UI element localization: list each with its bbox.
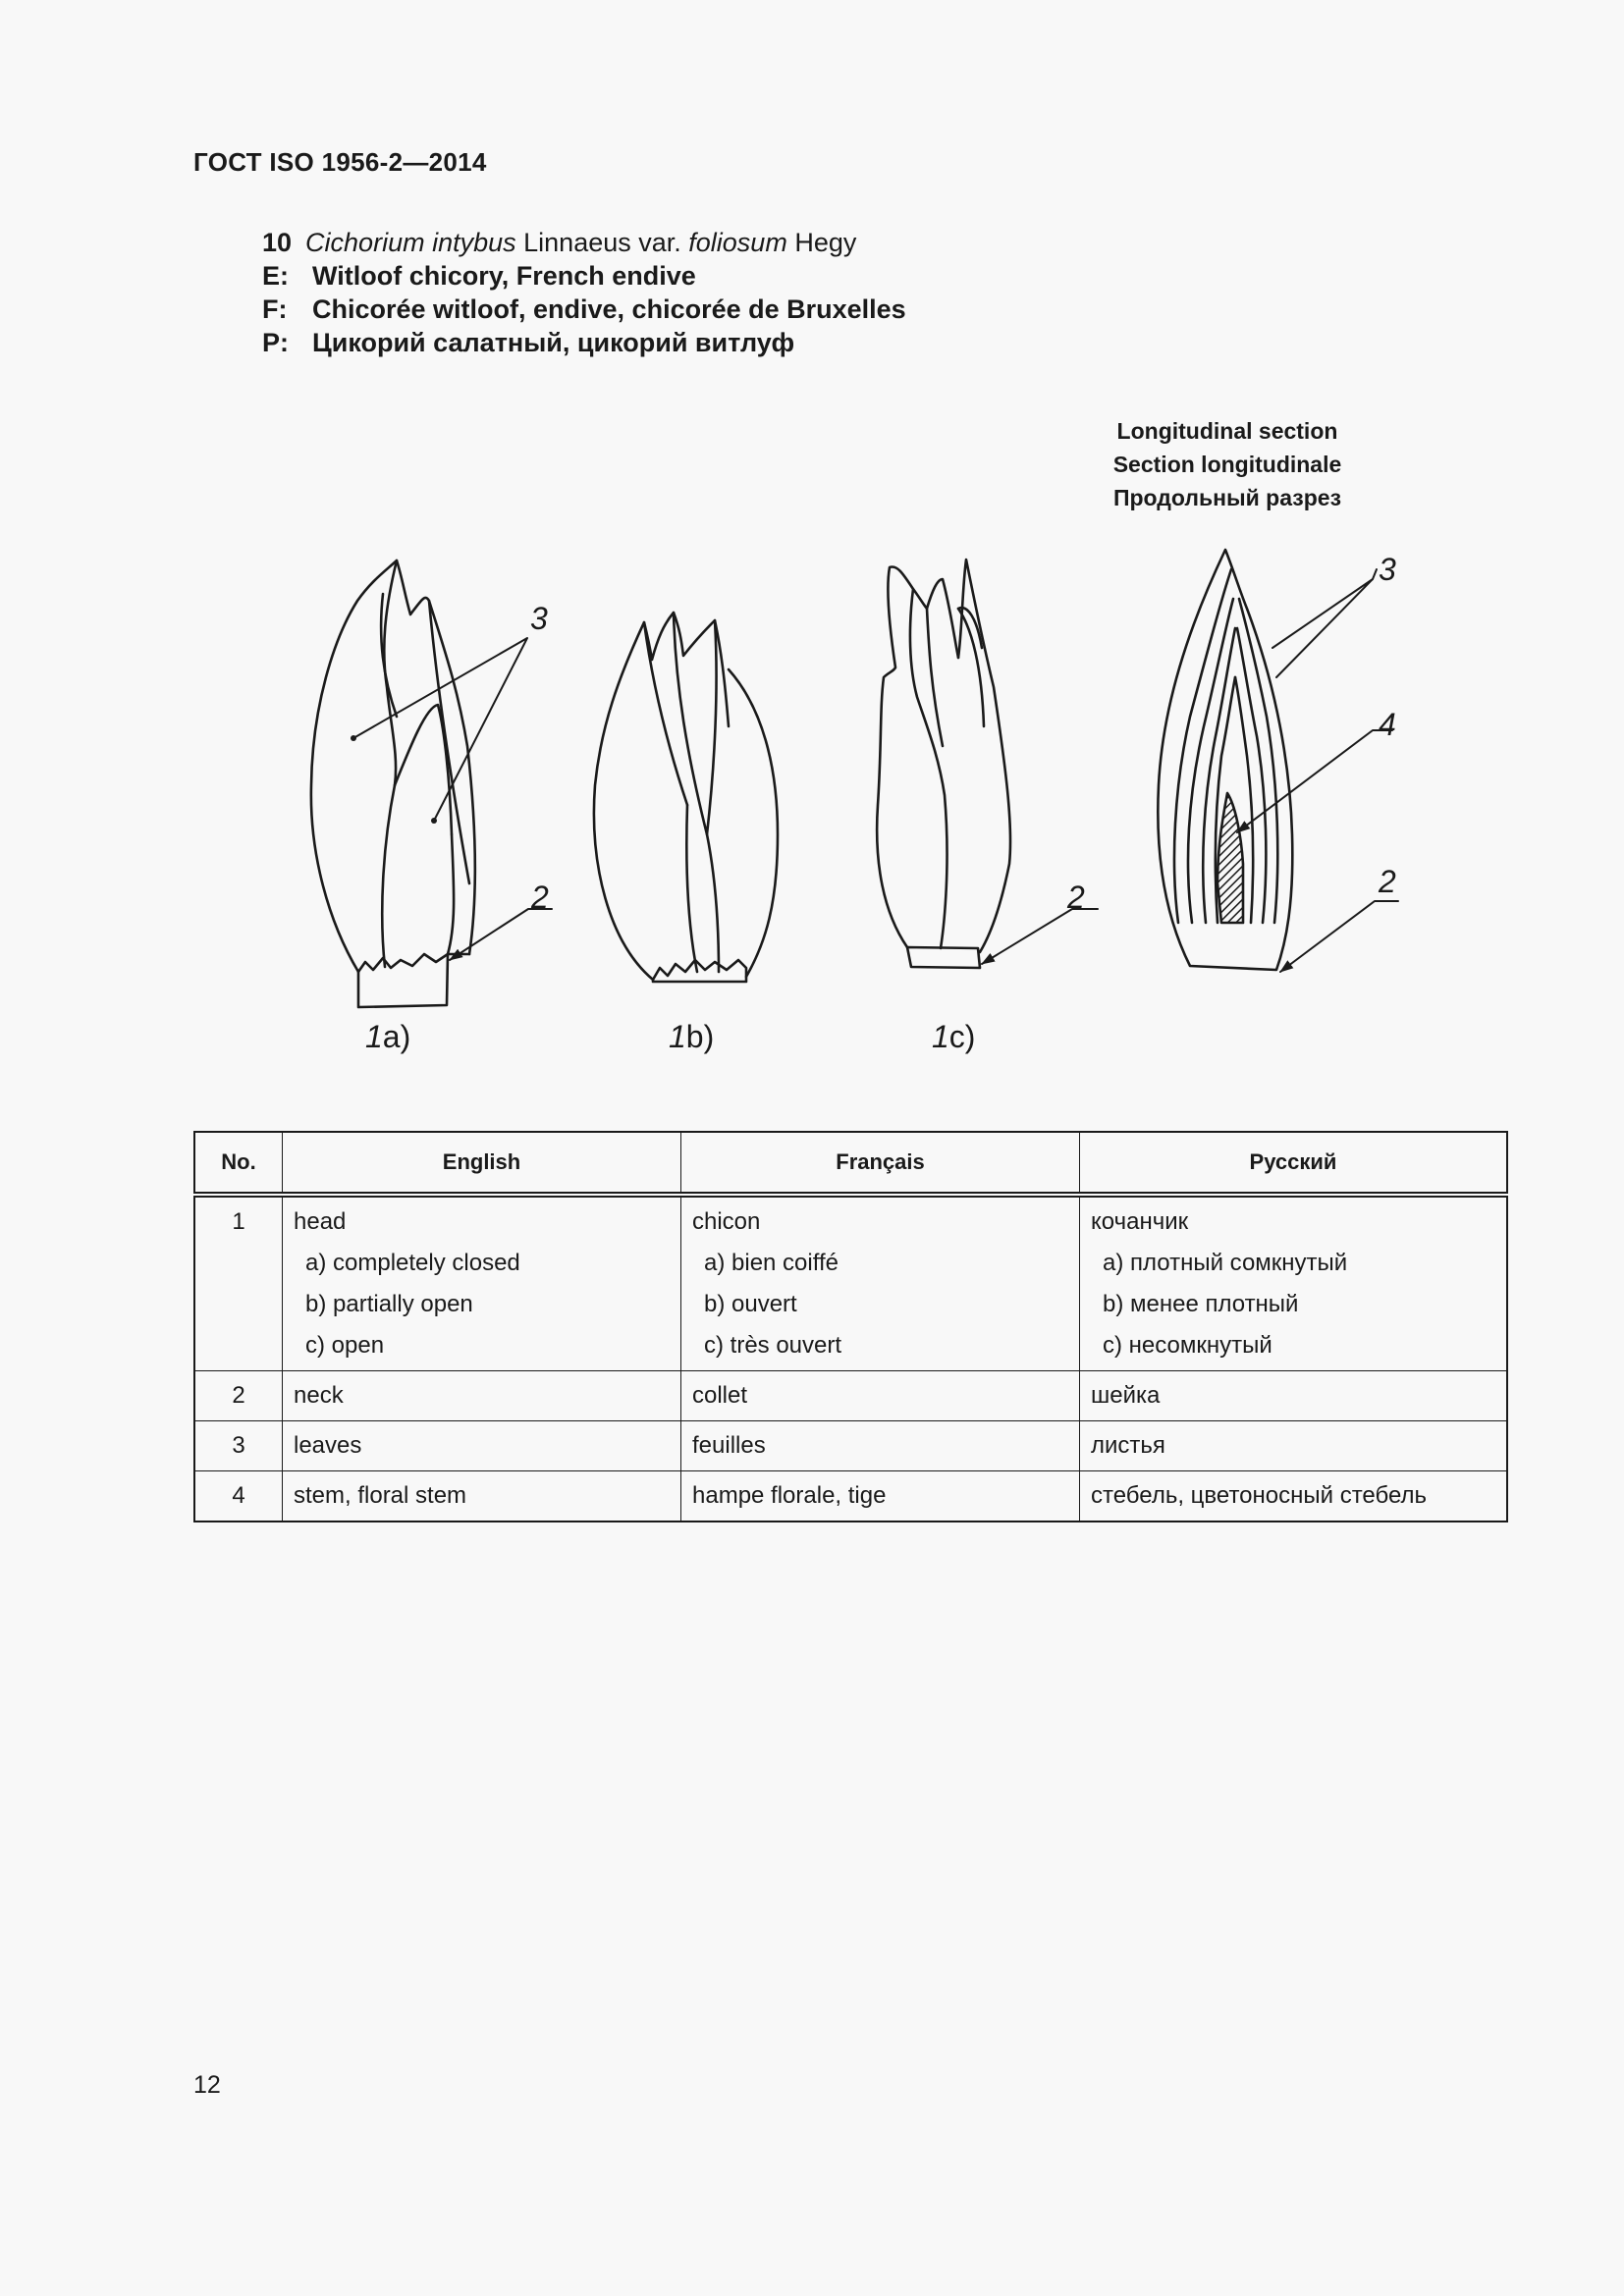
table-header-row <box>194 1132 1507 1195</box>
section-title-ru: Продольный разрез <box>1112 485 1342 510</box>
cell-en: neck <box>283 1371 681 1421</box>
figure-label-1a <box>365 1019 410 1055</box>
label-letter: c) <box>948 1019 976 1054</box>
cell-ru: стебель, цветоносный стебель <box>1080 1471 1508 1522</box>
col-header-russian: Русский <box>1080 1132 1508 1195</box>
label-num: 1 <box>669 1019 686 1054</box>
name-text: Chicorée witloof, endive, chicorée de Bruxelles <box>312 294 906 324</box>
cell-no: 4 <box>194 1471 283 1522</box>
figure-label-1b <box>669 1019 714 1055</box>
sub-term: b) ouvert <box>704 1291 797 1317</box>
lang-code: P: <box>262 328 289 357</box>
sub-term: c) несомкнутый <box>1103 1332 1272 1359</box>
cell-no: 2 <box>194 1371 283 1421</box>
callout-neck-1c: 2 <box>1067 880 1085 915</box>
term: chicon <box>692 1208 761 1235</box>
col-header-french: Français <box>681 1132 1080 1195</box>
page-number: 12 <box>193 2071 221 2099</box>
label-num: 1 <box>365 1019 383 1054</box>
sub-term: b) partially open <box>305 1291 473 1317</box>
sub-term: a) completely closed <box>305 1250 520 1276</box>
cell-en: leaves <box>283 1421 681 1471</box>
callout-leaves-1a: 3 <box>530 601 548 636</box>
table-row <box>194 1471 1507 1522</box>
callout-leaves-section: 3 <box>1379 552 1396 587</box>
cell-fr: feuilles <box>681 1421 1080 1471</box>
lang-code: E: <box>262 261 289 291</box>
figure-label-1c <box>932 1019 975 1055</box>
callout-stem-section: 4 <box>1379 707 1396 742</box>
document-header: ГОСТ ISO 1956-2—2014 <box>193 147 487 177</box>
term: head <box>294 1208 347 1235</box>
table-row <box>194 1371 1507 1421</box>
cell-en <box>283 1195 681 1371</box>
section-title-fr: Section longitudinale <box>1112 452 1342 477</box>
sub-term: a) плотный сомкнутый <box>1103 1250 1348 1276</box>
name-text: Цикорий салатный, цикорий витлуф <box>312 328 795 357</box>
cell-en: stem, floral stem <box>283 1471 681 1522</box>
label-letter: b) <box>685 1019 715 1054</box>
latin-variety: foliosum <box>688 228 787 257</box>
col-header-english: English <box>283 1132 681 1195</box>
section-title-en: Longitudinal section <box>1116 418 1338 444</box>
cell-fr <box>681 1195 1080 1371</box>
sub-term: a) bien coiffé <box>704 1250 839 1276</box>
callout-neck-1a: 2 <box>531 880 549 915</box>
latin-variety-author: Hegy <box>794 228 857 257</box>
chicory-figure <box>0 0 1624 1080</box>
label-letter: a) <box>382 1019 411 1054</box>
cell-no: 3 <box>194 1421 283 1471</box>
sub-term: b) менее плотный <box>1103 1291 1299 1317</box>
sub-term: c) open <box>305 1332 385 1359</box>
latin-author: Linnaeus var. <box>523 228 681 257</box>
sub-term: c) très ouvert <box>704 1332 842 1359</box>
cell-ru <box>1080 1195 1508 1371</box>
latin-genus-species: Cichorium intybus <box>305 228 516 257</box>
head-1a-drawing <box>311 561 552 1007</box>
cell-ru: шейка <box>1080 1371 1508 1421</box>
species-number: 10 <box>262 228 293 257</box>
col-header-no: No. <box>194 1132 283 1195</box>
longitudinal-section-drawing <box>1158 550 1398 972</box>
name-text: Witloof chicory, French endive <box>312 261 696 291</box>
lang-code: F: <box>262 294 288 324</box>
terms-table <box>193 1131 1508 1522</box>
table-row <box>194 1195 1507 1371</box>
label-num: 1 <box>932 1019 949 1054</box>
head-1b-drawing <box>594 613 778 982</box>
cell-no: 1 <box>194 1195 283 1371</box>
table-row <box>194 1421 1507 1471</box>
cell-ru: листья <box>1080 1421 1508 1471</box>
head-1c-drawing <box>877 560 1098 968</box>
cell-fr: hampe florale, tige <box>681 1471 1080 1522</box>
term: кочанчик <box>1091 1208 1189 1235</box>
cell-fr: collet <box>681 1371 1080 1421</box>
callout-neck-section: 2 <box>1379 864 1396 899</box>
